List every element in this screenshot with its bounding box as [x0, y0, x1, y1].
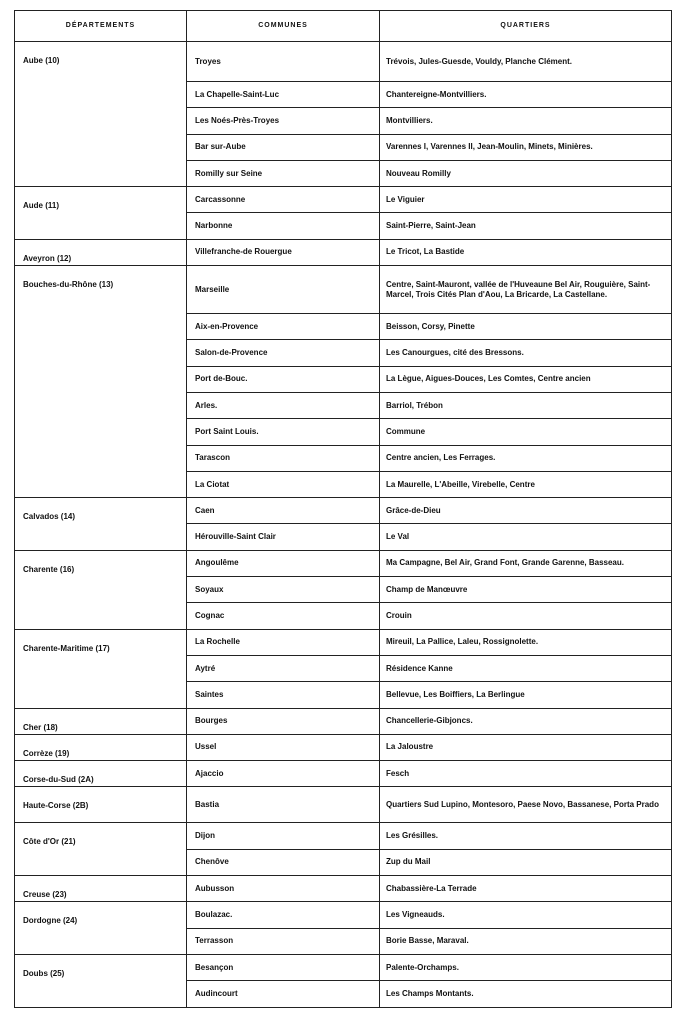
quartiers-cell: Centre, Saint-Mauront, vallée de l'Huveaune Bel Air, Rouguière, Saint-Marcel, Trois Cités Plan d'Aou, La Bricarde, La Castellane. — [380, 266, 672, 314]
quartiers-cell: La Jaloustre — [380, 734, 672, 760]
quartiers-cell: Palente-Orchamps. — [380, 954, 672, 980]
commune-cell: Romilly sur Seine — [187, 160, 380, 186]
table-row — [15, 239, 672, 265]
departement-cell: Doubs (25) — [15, 954, 187, 1007]
commune-cell: Terrasson — [187, 928, 380, 954]
quartiers-cell: Grâce-de-Dieu — [380, 498, 672, 524]
departement-cell: Aude (11) — [15, 187, 187, 240]
quartiers-cell: Mireuil, La Pallice, Laleu, Rossignolette. — [380, 629, 672, 655]
table-row — [15, 954, 672, 980]
quartiers-cell: Saint-Pierre, Saint-Jean — [380, 213, 672, 239]
quartiers-cell: Montvilliers. — [380, 108, 672, 134]
quartiers-cell: Centre ancien, Les Ferrages. — [380, 445, 672, 471]
quartiers-cell: Ma Campagne, Bel Air, Grand Font, Grande Garenne, Basseau. — [380, 550, 672, 576]
commune-cell: Villefranche-de Rouergue — [187, 239, 380, 265]
table-row — [15, 823, 672, 849]
quartiers-cell: Les Vigneauds. — [380, 902, 672, 928]
table-row — [15, 266, 672, 314]
departement-cell: Calvados (14) — [15, 498, 187, 551]
commune-cell: Les Noés-Près-Troyes — [187, 108, 380, 134]
quartiers-cell: Varennes I, Varennes II, Jean-Moulin, Minets, Minières. — [380, 134, 672, 160]
commune-cell: Cognac — [187, 603, 380, 629]
commune-cell: La Chapelle-Saint-Luc — [187, 82, 380, 108]
commune-cell: Chenôve — [187, 849, 380, 875]
commune-cell: Port Saint Louis. — [187, 419, 380, 445]
table-row — [15, 187, 672, 213]
departement-cell: Corse-du-Sud (2A) — [15, 761, 187, 787]
commune-cell: Caen — [187, 498, 380, 524]
commune-cell: Narbonne — [187, 213, 380, 239]
departement-cell: Haute-Corse (2B) — [15, 787, 187, 823]
departement-cell: Corrèze (19) — [15, 734, 187, 760]
commune-cell: Ussel — [187, 734, 380, 760]
quartiers-cell: La Lègue, Aigues-Douces, Les Comtes, Centre ancien — [380, 366, 672, 392]
quartiers-cell: Borie Basse, Maraval. — [380, 928, 672, 954]
departement-cell: Dordogne (24) — [15, 902, 187, 955]
quartiers-cell: Le Tricot, La Bastide — [380, 239, 672, 265]
table-row — [15, 708, 672, 734]
commune-cell: Aix-en-Provence — [187, 314, 380, 340]
quartiers-cell: Zup du Mail — [380, 849, 672, 875]
commune-cell: Hérouville-Saint Clair — [187, 524, 380, 550]
commune-cell: Bastia — [187, 787, 380, 823]
quartiers-cell: Chantereigne-Montvilliers. — [380, 82, 672, 108]
commune-cell: Troyes — [187, 42, 380, 82]
table-row — [15, 761, 672, 787]
quartiers-cell: Trévois, Jules-Guesde, Vouldy, Planche Clément. — [380, 42, 672, 82]
quartiers-cell: Les Grésilles. — [380, 823, 672, 849]
quartiers-cell: Crouin — [380, 603, 672, 629]
departement-cell: Côte d'Or (21) — [15, 823, 187, 876]
commune-cell: Aubusson — [187, 876, 380, 902]
commune-cell: Carcassonne — [187, 187, 380, 213]
table-row — [15, 629, 672, 655]
table-row — [15, 876, 672, 902]
quartiers-cell: Chabassière-La Terrade — [380, 876, 672, 902]
table-row — [15, 734, 672, 760]
departement-cell: Charente (16) — [15, 550, 187, 629]
commune-cell: Bourges — [187, 708, 380, 734]
commune-cell: La Rochelle — [187, 629, 380, 655]
table-body — [15, 42, 672, 1008]
commune-cell: Angoulême — [187, 550, 380, 576]
quartiers-cell: La Maurelle, L'Abeille, Virebelle, Centre — [380, 471, 672, 497]
commune-cell: Audincourt — [187, 981, 380, 1007]
quartiers-cell: Les Champs Montants. — [380, 981, 672, 1007]
commune-cell: Port de-Bouc. — [187, 366, 380, 392]
commune-cell: La Ciotat — [187, 471, 380, 497]
quartiers-cell: Nouveau Romilly — [380, 160, 672, 186]
table-row — [15, 42, 672, 82]
commune-cell: Salon-de-Provence — [187, 340, 380, 366]
commune-cell: Bar sur-Aube — [187, 134, 380, 160]
quartiers-cell: Barriol, Trébon — [380, 392, 672, 418]
commune-cell: Dijon — [187, 823, 380, 849]
quartiers-cell: Chancellerie-Gibjoncs. — [380, 708, 672, 734]
quartiers-cell: Bellevue, Les Boiffiers, La Berlingue — [380, 682, 672, 708]
table-row — [15, 787, 672, 823]
departement-cell: Charente-Maritime (17) — [15, 629, 187, 708]
table-row — [15, 498, 672, 524]
quartiers-cell: Le Viguier — [380, 187, 672, 213]
quartiers-cell: Fesch — [380, 761, 672, 787]
header-departements: DÉPARTEMENTS — [15, 11, 187, 42]
table-row — [15, 550, 672, 576]
departement-cell: Aveyron (12) — [15, 239, 187, 265]
commune-cell: Arles. — [187, 392, 380, 418]
commune-cell: Soyaux — [187, 577, 380, 603]
departement-cell: Aube (10) — [15, 42, 187, 187]
quartiers-cell: Commune — [380, 419, 672, 445]
commune-cell: Marseille — [187, 266, 380, 314]
departement-cell: Creuse (23) — [15, 876, 187, 902]
departement-cell: Bouches-du-Rhône (13) — [15, 266, 187, 498]
commune-cell: Tarascon — [187, 445, 380, 471]
commune-cell: Besançon — [187, 954, 380, 980]
quartiers-cell: Les Canourgues, cité des Bressons. — [380, 340, 672, 366]
departement-cell: Cher (18) — [15, 708, 187, 734]
commune-cell: Ajaccio — [187, 761, 380, 787]
header-quartiers: QUARTIERS — [380, 11, 672, 42]
header-row — [15, 11, 672, 42]
table-row — [15, 902, 672, 928]
commune-cell: Boulazac. — [187, 902, 380, 928]
quartiers-cell: Champ de Manœuvre — [380, 577, 672, 603]
header-communes: COMMUNES — [187, 11, 380, 42]
quartiers-cell: Le Val — [380, 524, 672, 550]
quartiers-table — [14, 10, 672, 1008]
commune-cell: Aytré — [187, 655, 380, 681]
quartiers-cell: Quartiers Sud Lupino, Montesoro, Paese Novo, Bassanese, Porta Prado — [380, 787, 672, 823]
quartiers-cell: Beisson, Corsy, Pinette — [380, 314, 672, 340]
quartiers-cell: Résidence Kanne — [380, 655, 672, 681]
commune-cell: Saintes — [187, 682, 380, 708]
